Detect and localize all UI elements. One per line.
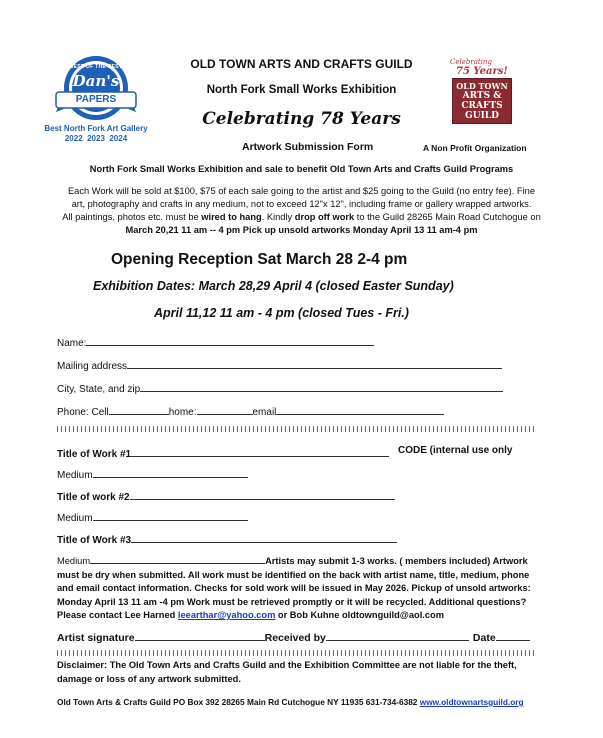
instructions-paragraph [57, 552, 542, 623]
org-title: OLD TOWN ARTS AND CRAFTS GUILD [190, 57, 413, 71]
notes-line5: Please contact Lee Harned leearthar@yahoo.com or Bob Kuhne oldtownguild@aol.com [57, 610, 444, 620]
medium2-field[interactable] [57, 509, 248, 524]
badge-ribbon: PAPERS [75, 94, 117, 105]
badge-brand: Dan's [72, 72, 120, 90]
contact-email-link[interactable]: leearthar@yahoo.com [177, 610, 276, 620]
medium2-input-line[interactable] [93, 509, 248, 521]
celebrating-title: Celebrating 78 Years [202, 109, 401, 129]
title3-label: Title of Work #3 [57, 535, 132, 546]
divider-top [57, 426, 535, 432]
medium1-label: Medium [57, 470, 93, 481]
badge-caption: Best North Fork Art Gallery [44, 124, 148, 133]
notes-line2: must be dry when submitted. All work must be identified on the back with artist name, title, medium, phone [57, 569, 530, 580]
intro-paragraph [50, 185, 553, 237]
medium1-field[interactable] [57, 466, 248, 481]
title3-field[interactable] [57, 531, 397, 546]
received-by-line[interactable] [326, 629, 469, 641]
intro-line1: Each Work will be sold at $100, $75 of each sale going to the artist and $25 going to the Guild (no entry fee). Fine [67, 186, 536, 196]
medium3-label: Medium [57, 556, 91, 566]
date-line[interactable] [496, 629, 530, 641]
home-input-line[interactable] [197, 403, 253, 415]
city-field[interactable] [57, 380, 503, 395]
title2-input-line[interactable] [130, 488, 395, 500]
mailing-input-line[interactable] [127, 357, 502, 369]
intro-line2: art, photography and crafts in any medium, not to exceed 12"x 12", including frame or gallery wrapped artworks. [71, 199, 532, 209]
notes-line3: and email contact information. Checks for sold work will be issued in May 2026. Pickup of unsold artworks: [57, 583, 531, 593]
logo-line1: OLD TOWN [456, 81, 508, 91]
name-input-line[interactable] [86, 334, 374, 346]
phone-field[interactable] [57, 403, 444, 418]
city-label: City, State, and zip [57, 384, 141, 395]
footer-address: Old Town Arts & Crafts Guild PO Box 392 28265 Main Rd Cutchogue NY 11935 631-734-6382 [57, 697, 420, 707]
footer [57, 697, 524, 707]
date-label: Date [472, 632, 496, 644]
notes-line4: Monday April 13 11 am -4 pm Work must be retrieved promptly or it will be recycled. Additional questions? [57, 596, 527, 607]
exhibition-title: North Fork Small Works Exhibition [206, 84, 397, 96]
code-label: CODE (internal use only [398, 445, 513, 456]
intro-line3: All paintings, photos etc. must be wired to hang. Kindly drop off work to the Guild 28265 Main Road Cutchogue on [62, 212, 541, 222]
title1-label: Title of Work #1 [57, 449, 132, 460]
exhibition-dates: Exhibition Dates: March 28,29 April 4 (closed Easter Sunday) [93, 279, 454, 293]
artist-signature-line[interactable] [135, 629, 265, 641]
logo-line4: GUILD [465, 111, 499, 121]
title2-field[interactable] [57, 488, 395, 503]
name-field[interactable] [57, 334, 374, 349]
cell-input-line[interactable] [109, 403, 169, 415]
signature-row[interactable] [57, 629, 530, 644]
phone-label: Phone: Cell [57, 407, 109, 418]
medium3-input-line[interactable] [90, 552, 265, 564]
badge-top-text: BEST OF THE BEST [69, 64, 123, 70]
badge-years: 2022 2023 2024 [64, 134, 128, 143]
disclaimer-line1: Disclaimer: The Old Town Arts and Crafts Guild and the Exhibition Committee are not liable for the theft, [57, 660, 517, 670]
email-input-line[interactable] [276, 403, 444, 415]
home-label: home: [168, 407, 197, 418]
artist-signature-label: Artist signature [57, 632, 135, 644]
divider-bottom [57, 650, 535, 656]
title1-input-line[interactable] [131, 445, 389, 457]
logo-line2: ARTS & [462, 91, 502, 101]
exhibition-dates-2: April 11,12 11 am - 4 pm (closed Tues - Fri.) [154, 306, 409, 320]
intro-subtitle: North Fork Small Works Exhibition and sale to benefit Old Town Arts and Crafts Guild Programs [89, 164, 514, 174]
medium2-label: Medium [57, 513, 93, 524]
website-link[interactable]: www.oldtownartsguild.org [419, 697, 524, 707]
mailing-label: Mailing address [57, 361, 128, 372]
title2-label: Title of work #2 [57, 492, 130, 503]
nonprofit-label: A Non Profit Organization [423, 143, 527, 153]
title3-input-line[interactable] [131, 531, 397, 543]
logo-years: 75 Years! [456, 66, 508, 77]
email-label: email [252, 407, 277, 418]
medium1-input-line[interactable] [93, 466, 248, 478]
logo-celebrating: Celebrating [450, 58, 492, 66]
notes-line1: Artists may submit 1-3 works. ( members included) Artwork [265, 556, 528, 566]
medium3-line [57, 552, 542, 569]
form-title: Artwork Submission Form [242, 141, 374, 153]
name-label: Name: [57, 338, 87, 349]
disclaimer-line2: damage or loss of any artwork submitted. [57, 673, 241, 684]
logo-line3: CRAFTS [461, 101, 503, 111]
title1-field[interactable] [57, 445, 389, 460]
intro-line4: March 20,21 11 am -- 4 pm Pick up unsold artworks Monday April 13 11 am-4 pm [125, 225, 478, 235]
city-input-line[interactable] [140, 380, 503, 392]
disclaimer [57, 659, 542, 686]
opening-reception: Opening Reception Sat March 28 2-4 pm [111, 251, 408, 268]
mailing-field[interactable] [57, 357, 502, 372]
received-by-label: Received by [264, 632, 326, 644]
